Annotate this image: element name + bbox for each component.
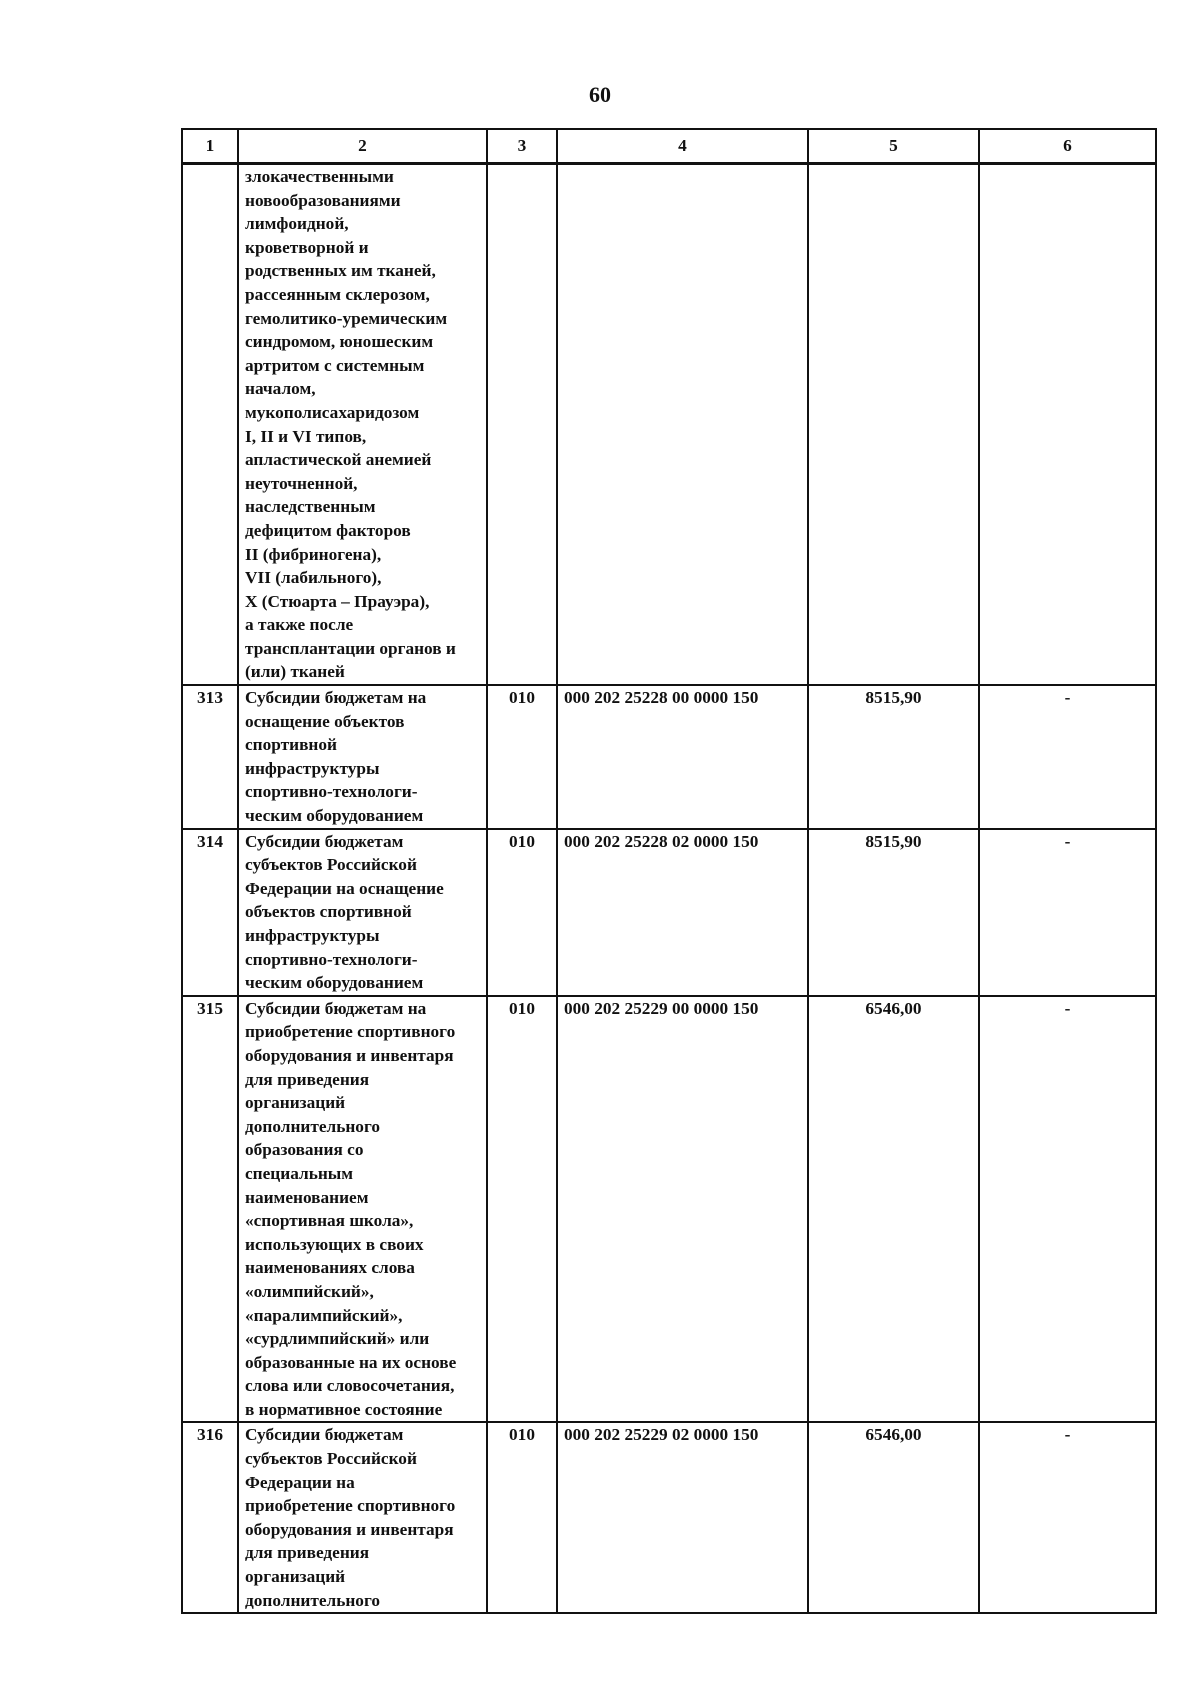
- amount-cell: 6546,00: [808, 1422, 979, 1613]
- col6-cell: [979, 164, 1156, 686]
- description-line: ческим оборудованием: [245, 806, 424, 826]
- budget-code-cell: 000 202 25228 00 0000 150: [557, 685, 808, 829]
- table-row: [182, 1422, 1156, 1613]
- col6-cell: -: [979, 685, 1156, 829]
- description-line: злокачественными: [245, 167, 394, 186]
- amount-cell: 8515,90: [808, 685, 979, 829]
- description-line: для приведения: [245, 1543, 370, 1563]
- description-line: специальным: [245, 1163, 354, 1183]
- description-line: артритом с системным: [245, 355, 425, 375]
- description-line: для приведения: [245, 1069, 370, 1089]
- description-cell: [238, 829, 487, 996]
- col6-cell: -: [979, 996, 1156, 1423]
- description-line: Субсидии бюджетам: [245, 831, 404, 851]
- header-col-1: 1: [182, 129, 238, 164]
- description-line: Субсидии бюджетам на: [245, 688, 427, 708]
- description-line: дополнительного: [245, 1116, 381, 1136]
- admin-code-cell: 010: [487, 1422, 557, 1613]
- description-line: субъектов Российской: [245, 1449, 417, 1469]
- description-line: дополнительного: [245, 1590, 381, 1610]
- row-number-cell: 316: [182, 1422, 238, 1613]
- description-line: использующих в своих: [245, 1234, 424, 1254]
- description-line: гемолитико-уремическим: [245, 308, 448, 328]
- description-line: мукополисахаридозом: [245, 402, 420, 422]
- admin-code-cell: [487, 164, 557, 686]
- row-number-cell: 313: [182, 685, 238, 829]
- description-line: II (фибриногена),: [245, 544, 382, 564]
- description-line: «сурдлимпийский» или: [245, 1329, 430, 1349]
- description-line: X (Стюарта – Прауэра),: [245, 591, 430, 611]
- description-line: объектов спортивной: [245, 902, 412, 922]
- description-line: рассеянным склерозом,: [245, 284, 430, 304]
- description-line: оснащение объектов: [245, 711, 405, 731]
- description-line: спортивной: [245, 735, 337, 755]
- description-line: инфраструктуры: [245, 926, 380, 945]
- admin-code-cell: 010: [487, 996, 557, 1423]
- header-row: [182, 129, 1156, 164]
- header-col-4: 4: [557, 129, 808, 164]
- table-row: [182, 996, 1156, 1423]
- budget-code-cell: [557, 164, 808, 686]
- description-line: синдромом, юношеским: [245, 332, 434, 352]
- admin-code-cell: 010: [487, 829, 557, 996]
- description-line: Субсидии бюджетам: [245, 1425, 404, 1445]
- description-line: лимфоидной,: [245, 214, 349, 234]
- admin-code-cell: 010: [487, 685, 557, 829]
- description-line: трансплантации органов и: [245, 638, 456, 658]
- description-line: спортивно-технологи-: [245, 782, 418, 802]
- description-cell: [238, 1422, 487, 1613]
- description-line: Федерации на: [245, 1472, 355, 1492]
- budget-code-cell: 000 202 25228 02 0000 150: [557, 829, 808, 996]
- description-line: образованные на их основе: [245, 1352, 457, 1372]
- description-line: оборудования и инвентаря: [245, 1519, 454, 1539]
- description-line: слова или словосочетания,: [245, 1376, 455, 1396]
- description-line: Федерации на оснащение: [245, 878, 444, 898]
- description-line: «спортивная школа»,: [245, 1211, 414, 1231]
- description-line: «олимпийский»,: [245, 1281, 374, 1301]
- col6-cell: -: [979, 829, 1156, 996]
- table-row-continuation: [182, 164, 1156, 686]
- page-number: 60: [589, 82, 611, 107]
- description-line: оборудования и инвентаря: [245, 1045, 454, 1065]
- budget-code-cell: 000 202 25229 00 0000 150: [557, 996, 808, 1423]
- header-col-3: 3: [487, 129, 557, 164]
- description-cell: [238, 685, 487, 829]
- row-number-cell: 315: [182, 996, 238, 1423]
- col6-cell: -: [979, 1422, 1156, 1613]
- amount-cell: 6546,00: [808, 996, 979, 1423]
- description-line: наследственным: [245, 497, 376, 517]
- description-line: субъектов Российской: [245, 855, 417, 875]
- amount-cell: 8515,90: [808, 829, 979, 996]
- budget-table: [181, 128, 1157, 1614]
- description-line: ческим оборудованием: [245, 973, 424, 993]
- description-line: а также после: [245, 615, 354, 635]
- table-row: [182, 829, 1156, 996]
- description-line: новообразованиями: [245, 190, 401, 210]
- row-number-cell: 314: [182, 829, 238, 996]
- description-line: образования со: [245, 1140, 364, 1160]
- table-row: [182, 685, 1156, 829]
- description-line: кроветворной и: [245, 237, 369, 257]
- description-line: неуточненной,: [245, 473, 358, 493]
- description-line: наименованием: [245, 1187, 369, 1207]
- description-line: приобретение спортивного: [245, 1022, 456, 1042]
- description-cell: [238, 996, 487, 1423]
- header-col-6: 6: [979, 129, 1156, 164]
- description-line: началом,: [245, 379, 316, 399]
- description-line: инфраструктуры: [245, 758, 380, 778]
- budget-code-cell: 000 202 25229 02 0000 150: [557, 1422, 808, 1613]
- description-line: дефицитом факторов: [245, 520, 411, 540]
- description-line: приобретение спортивного: [245, 1496, 456, 1516]
- description-line: (или) тканей: [245, 662, 345, 682]
- description-line: VII (лабильного),: [245, 568, 382, 588]
- description-line: спортивно-технологи-: [245, 949, 418, 969]
- description-line: I, II и VI типов,: [245, 426, 367, 446]
- description-line: организаций: [245, 1567, 346, 1587]
- amount-cell: [808, 164, 979, 686]
- description-line: организаций: [245, 1093, 346, 1113]
- header-col-5: 5: [808, 129, 979, 164]
- description-line: в нормативное состояние: [245, 1399, 443, 1419]
- row-number-cell: [182, 164, 238, 686]
- description-line: наименованиях слова: [245, 1258, 415, 1278]
- description-line: Субсидии бюджетам на: [245, 998, 427, 1018]
- description-line: родственных им тканей,: [245, 261, 436, 281]
- description-line: апластической анемией: [245, 450, 432, 470]
- header-col-2: 2: [238, 129, 487, 164]
- description-cell: [238, 164, 487, 686]
- description-line: «паралимпийский»,: [245, 1305, 403, 1325]
